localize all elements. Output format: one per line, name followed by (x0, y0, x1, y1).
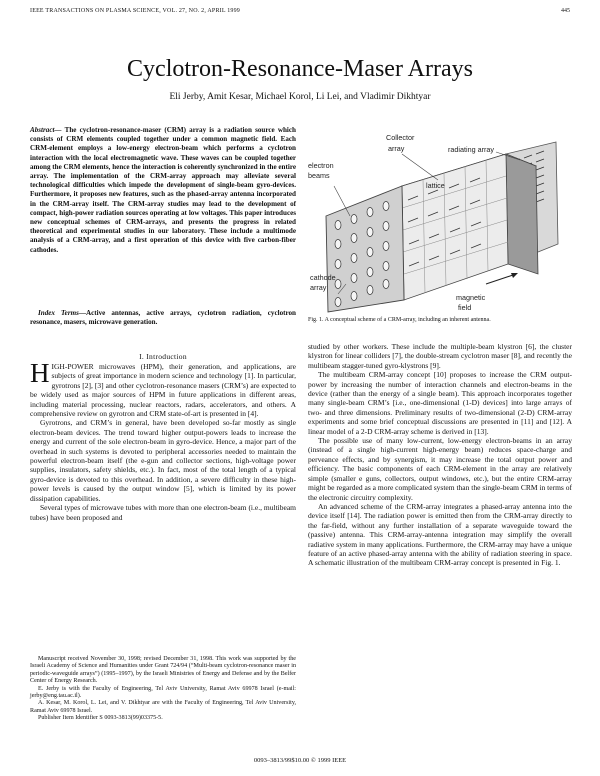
magnetic-field-arrow (486, 274, 516, 284)
index-terms-text: —Active antennas, active arrays, cyclotron radiation, cyclotron resonance, masers, microwave generation. (30, 309, 296, 327)
footnotes (30, 656, 296, 723)
label-beams: beams (308, 171, 330, 180)
footnote-jerby: E. Jerby is with the Faculty of Engineering, Tel Aviv University, Ramat Aviv 69978 Israel (e-mail: jerby@eng.tau.ac.il). (30, 685, 296, 700)
right-paragraph-2: The possible use of many low-current, low-energy electron-beams in an array (instead of a single high-current high-energy beam) reduces space-charge and perveance effects, and by synergism, it may increase the total output power and efficiency. The basic components of each CRM-element in the array are relatively simple (smaller e guns, collectors, output windows, etc.), but the entire CRM-array might be regarded as a more complicated system than the single-beam CRM in terms of the electronic circuitry complexity. (308, 436, 572, 502)
label-collector-array: array (388, 144, 405, 153)
intro-paragraph-3: Several types of microwave tubes with more than one electron-beam (i.e., multibeam tubes) have been proposed and (30, 503, 296, 522)
section-heading: I. Introduction (139, 352, 187, 361)
label-cathode: cathode (310, 273, 336, 282)
intro-paragraph-1 (30, 358, 296, 419)
footnote-publisher-id: Publisher Item Identifier S 0093-3813(99)03375-5. (38, 715, 163, 722)
footnote-manuscript: Manuscript received November 30, 1998; revised December 31, 1998. This work was supported by the Israeli Academy of Science and Humanities under Grant 724/94 (“Multi-beam cyclotron-resonance maser in periodic-waveguide arrays”) (1995–1997), by the Israeli Ministries of Energy and Defense and by the Belfer Center of Energy Research. (30, 656, 296, 685)
right-paragraph-1: The multibeam CRM-array concept [10] proposes to increase the CRM output-power by increasing the number of interaction channels and electron-beams in the device (rather than the energy of a single beam). This approach incorporates together many single-beam CRM’s [i.e., one-dimensional (1-D) devices] into large arrays of two- and three dimensions. Preliminary results of two-dimensional (2-D) CRM-array experiments and some brief conceptual discussions are presented in [11] and [12]. A linear model of a 2-D CRM-array scheme is derived in [13]. (308, 370, 572, 436)
label-radiating-array: radiating array (448, 145, 494, 154)
running-head: IEEE TRANSACTIONS ON PLASMA SCIENCE, VOL. 27, NO. 2, APRIL 1999 (30, 8, 241, 14)
intro-paragraph-2: Gyrotrons, and CRM’s in general, have been developed so-far mostly as single electron-beam devices. The trend toward higher output-powers leads to increase the energy and current of the sole electron-beam in gyro-device. Hence, a major part of the overhead in such systems is devoted to peripheral accessories needed to maintain the powerful electron-beam itself (the e-gun and collector sections, high-voltage power supplies, insulators, safety shields, etc.). In fact, most of the total length of a typical gyro-device is devoted to this overhead. In addition, a severe difficulty in these high-power levels is caused by the output window [5], which is limited by its power dissipation capabilities. (30, 418, 296, 503)
left-column-body (30, 358, 296, 522)
author-list: Eli Jerby, Amit Kesar, Michael Korol, Li Lei, and Vladimir Dikhtyar (169, 92, 431, 102)
cathode-array-panel (326, 186, 404, 312)
abstract-text: The cyclotron-resonance-maser (CRM) array is a radiation source which consists of CRM elements coupled together under a common magnetic field. Each CRM-element employs a low-energy electron-beam which performs a cyclotron interaction with the local electromagnetic wave. These waves can be coupled together among the CRM elements, hence the interaction is coherently synchronized in the entire array. The implementation of the CRM-array approach may alleviate several technological difficulties which impede the development of single-beam gyro-devices. Furthermore, it proposes new features, such as the phased-array antenna incorporated in the CRM-array itself. The CRM-array studies may lead to the development of compact, high-power radiation sources operating at low voltages. This paper introduces new conceptual schemes of CRM-arrays, and presents the progress in related theoretical and experimental studies in our laboratory. These include a multimode analysis of a CRM-array, and a first operation of this device with five carbon-fiber cathodes. (30, 126, 296, 254)
crm-array-diagram (306, 124, 572, 314)
label-lattice: lattice (426, 181, 445, 190)
right-column-body (308, 342, 572, 568)
label-field: field (458, 303, 472, 312)
magnetic-field-arrowhead (511, 273, 518, 278)
block-side-face (506, 154, 538, 274)
right-paragraph-0: studied by other workers. These include the multiple-beam klystron [6], the cluster klystron for linear colliders [7], the double-stream cyclotron maser [8], and recently the multibeam stagger-tuned gyro-klystrons [9]. (308, 342, 572, 370)
copyright-footer: 0093–3813/99$10.00 © 1999 IEEE (253, 757, 347, 764)
right-paragraph-3: An advanced scheme of the CRM-array integrates a phased-array antenna into the device itself [14]. The radiation power is emitted then from the CRM-array directly to the far-field, without any further installation of a separate waveguide toward the (passive) antenna. This CRM-array-antenna integration may simplify the overall radiative system in many applications. Furthermore, the CRM-array may have a unique feature of an active phased-array antenna with the ability of radiation steering in space. A schematic illustration of the multibeam CRM-array concept is presented in Fig. 1. (308, 501, 572, 568)
index-terms-lead: Index Terms (38, 309, 79, 317)
label-cathode-array: array (310, 283, 327, 292)
lattice-front-face (402, 154, 508, 300)
abstract (30, 126, 296, 255)
label-magnetic: magnetic (456, 293, 486, 302)
label-collector: Collector (386, 133, 415, 142)
footnote-coauthors: A. Kesar, M. Korol, L. Lei, and V. Dikhtyar are with the Faculty of Engineering, Tel Aviv University, Ramat Aviv 69978 Israel. (30, 700, 296, 714)
index-terms (30, 309, 296, 327)
intro-paragraph-1-text: IGH-POWER microwaves (HPM), their generation, and applications, are subjects of great importance in modern science and technology [1]. In particular, gyrotrons [2], [3] and other cyclotron-resonance masers (CRM’s) are expected to be widely used as major sources of HPM in future applications in different areas, including material processing, nuclear reactors, radars, accelerators, and others. A comprehensive review on gyrotron and CRM state-of-art is presented in [4]. (30, 362, 296, 419)
drop-cap: H (30, 358, 50, 388)
figure-1 (306, 124, 572, 314)
figure-caption: Fig. 1. A conceptual scheme of a CRM-array, including an inherent antenna. (308, 317, 491, 323)
abstract-lead: Abstract— (30, 126, 62, 134)
paper-title: Cyclotron-Resonance-Maser Arrays (127, 56, 473, 82)
page-number: 445 (561, 8, 570, 14)
label-electron: electron (308, 161, 334, 170)
